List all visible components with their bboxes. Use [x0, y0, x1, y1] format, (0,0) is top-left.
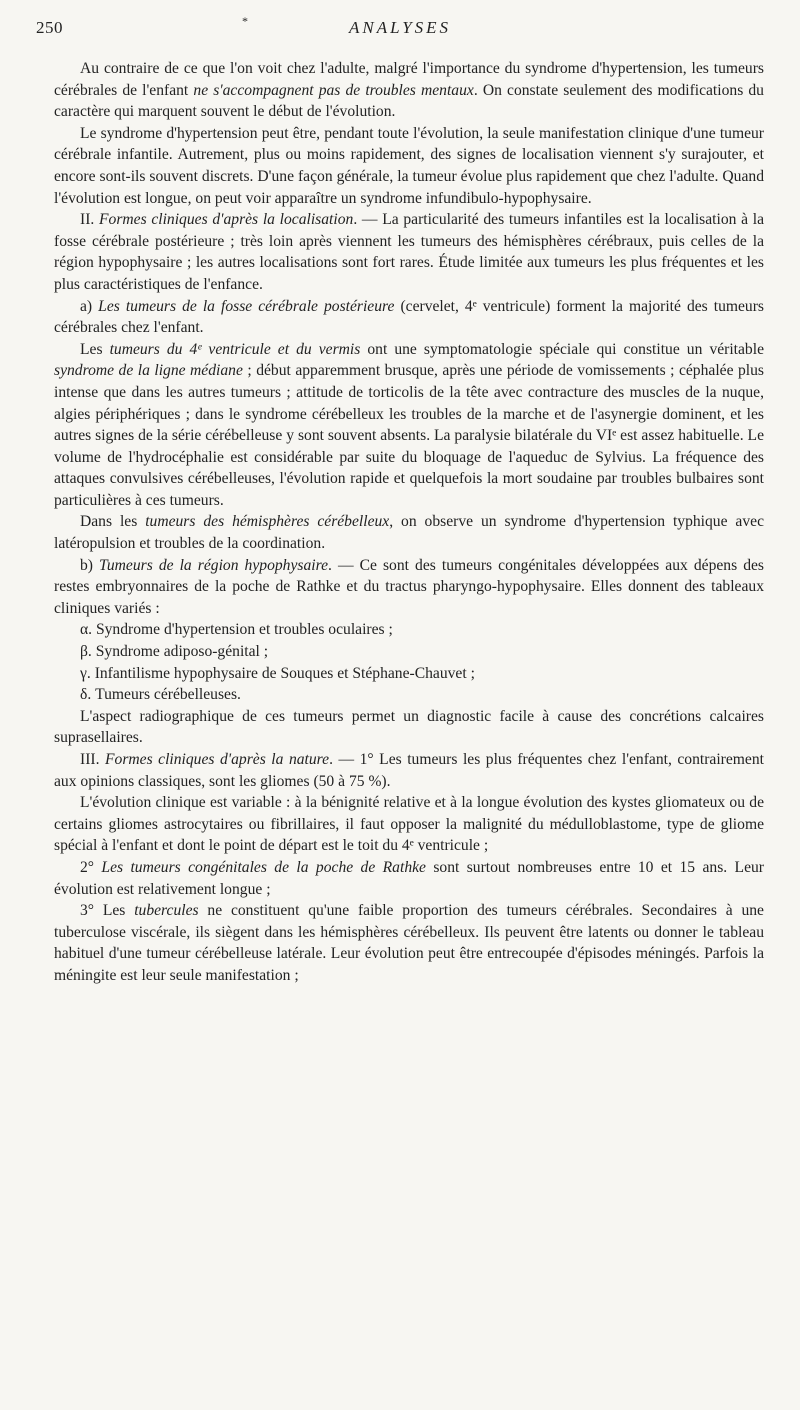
page-header	[36, 14, 764, 44]
text-run: (cervelet, 4ᵉ ventricule) forment la majorité des tumeurs cérébrales chez l'enfant.	[54, 297, 764, 337]
italic-text: Les tumeurs de la fosse cérébrale postérieure	[98, 297, 395, 315]
page-number: 250	[36, 18, 63, 37]
text-run: . — Ce sont des tumeurs congénitales développées aux dépens des restes embryonnaires de la poche de Rathke et du tractus pharyngo-hypophysaire. Elles donnent des tableaux cliniques variés :	[54, 556, 764, 617]
list-item	[54, 619, 764, 641]
text-run: Au contraire de ce que l'on voit chez l'adulte, malgré l'importance du syndrome d'hypertension, les tumeurs cérébrales de l'enfant	[54, 60, 764, 99]
text-run: ; début apparemment brusque, après une période de vomissements ; céphalée plus intense que dans les autres tumeurs ; attitude de torticolis de la tête avec contracture des muscles de la nuque, algies périphériques ; dans le syndrome cérébelleux les troubles de la marche et de l'asynergie dominent, et les autres signes de la série cérébelleuse y sont souvent absents. La paralysie bilatérale du VIᵉ est assez habituelle. Le volume de l'hydrocéphalie est considérable par suite du bloquage de l'aqueduc de Sylvius. La fréquence des attaques convulsives cérébelleuses, l'évolution rapide et quelquefois la mort soudaine par troubles bulbaires sont particulières à ces tumeurs.	[54, 362, 764, 509]
paragraph	[54, 555, 764, 620]
text-run: Les	[80, 340, 110, 358]
italic-text: tumeurs du 4ᵉ ventricule et du vermis	[109, 340, 361, 358]
text-run: L'évolution clinique est variable : à la bénignité relative et à la longue évolution des kystes gliomateux ou de certains gliomes astrocytaires ou fibrillaires, il faut opposer la malignité du médulloblastome, type de gliome spécial à l'enfant et dont le point de départ est le toit du 4ᵉ ventricule ;	[54, 794, 764, 855]
text-run: II.	[80, 211, 99, 229]
header-mark: *	[242, 14, 249, 28]
text-run: γ. Infantilisme hypophysaire de Souques et Stéphane-Chauvet ;	[80, 664, 475, 682]
text-run: ont une symptomatologie spéciale qui constitue un véritable	[360, 340, 764, 358]
text-run: L'aspect radiographique de ces tumeurs permet un diagnostic facile à cause des concrétions calcaires suprasellaires.	[54, 707, 764, 747]
text-run: α. Syndrome d'hypertension et troubles oculaires ;	[80, 621, 393, 639]
paragraph	[54, 792, 764, 857]
text-run: sont surtout nombreuses entre 10 et 15 ans. Leur évolution est relativement longue ;	[54, 858, 764, 898]
text-run: . On constate seulement des modifications du caractère qui marquent souvent le début de l'évolution.	[54, 81, 764, 121]
body-text	[54, 58, 764, 987]
italic-text: Les tumeurs congénitales de la poche de Rathke	[101, 858, 426, 876]
text-run: , on observe un syndrome d'hypertension typhique avec latéropulsion et troubles de la coordination.	[54, 513, 764, 553]
running-title: ANALYSES	[348, 18, 452, 37]
paragraph	[54, 296, 764, 339]
list-item	[54, 684, 764, 706]
italic-text: Formes cliniques d'après la localisation	[99, 211, 354, 229]
paragraph	[54, 209, 764, 295]
italic-text: syndrome de la ligne médiane	[54, 362, 243, 380]
italic-text: tubercules	[134, 902, 199, 920]
text-run: β. Syndrome adiposo-génital ;	[80, 643, 269, 661]
list-item	[54, 663, 764, 685]
paragraph	[54, 58, 764, 123]
paragraph	[54, 339, 764, 512]
paragraph	[54, 123, 764, 209]
text-run: Dans les	[80, 513, 146, 531]
text-run: 3° Les	[80, 902, 135, 920]
paragraph	[54, 706, 764, 749]
text-run: a)	[80, 297, 99, 315]
paragraph	[54, 857, 764, 900]
text-run: δ. Tumeurs cérébelleuses.	[80, 686, 241, 704]
italic-text: Tumeurs de la région hypophysaire	[99, 556, 328, 574]
italic-text: Formes cliniques d'après la nature	[105, 751, 330, 768]
paragraph	[54, 511, 764, 554]
text-run: . — 1° Les tumeurs les plus fréquentes chez l'enfant, contrairement aux opinions classiques, sont les gliomes (50 à 75 %).	[54, 751, 764, 790]
text-run: Le syndrome d'hypertension peut être, pendant toute l'évolution, la seule manifestation clinique d'une tumeur cérébrale infantile. Autrement, plus ou moins rapidement, des signes de localisation viennent s'y surajouter, et encore sont-ils souvent discrets. D'une façon générale, la tumeur évolue plus rapidement que chez l'adulte. Quand l'évolution est longue, on peut voir apparaître un syndrome infundibulo-hypophysaire.	[54, 124, 764, 207]
text-run: ne constituent qu'une faible proportion des tumeurs cérébrales. Secondaires à une tuberculose viscérale, ils siègent dans les hémisphères cérébelleux. Ils peuvent être latents ou donner le tableau habituel d'une tumeur cérébelleuse latérale. Leur évolution peut être entrecoupée d'épisodes méningés. Parfois la méningite est leur seule manifestation ;	[54, 902, 764, 984]
italic-text: ne s'accompagnent pas de troubles mentaux	[193, 81, 474, 99]
text-run: III.	[80, 751, 105, 768]
italic-text: tumeurs des hémisphères cérébelleux	[145, 513, 390, 531]
paragraph	[54, 749, 764, 792]
paragraph	[54, 900, 764, 986]
text-run: b)	[80, 556, 100, 574]
text-run: . — La particularité des tumeurs infantiles est la localisation à la fosse cérébrale postérieure ; très loin après viennent les tumeurs des hémisphères cérébraux, puis celles de la région hypophysaire ; les autres localisations sont fort rares. Étude limitée aux tumeurs les plus fréquentes et les plus caractéristiques de l'enfance.	[54, 211, 765, 293]
list-item	[54, 641, 764, 663]
text-run: 2°	[80, 858, 102, 876]
